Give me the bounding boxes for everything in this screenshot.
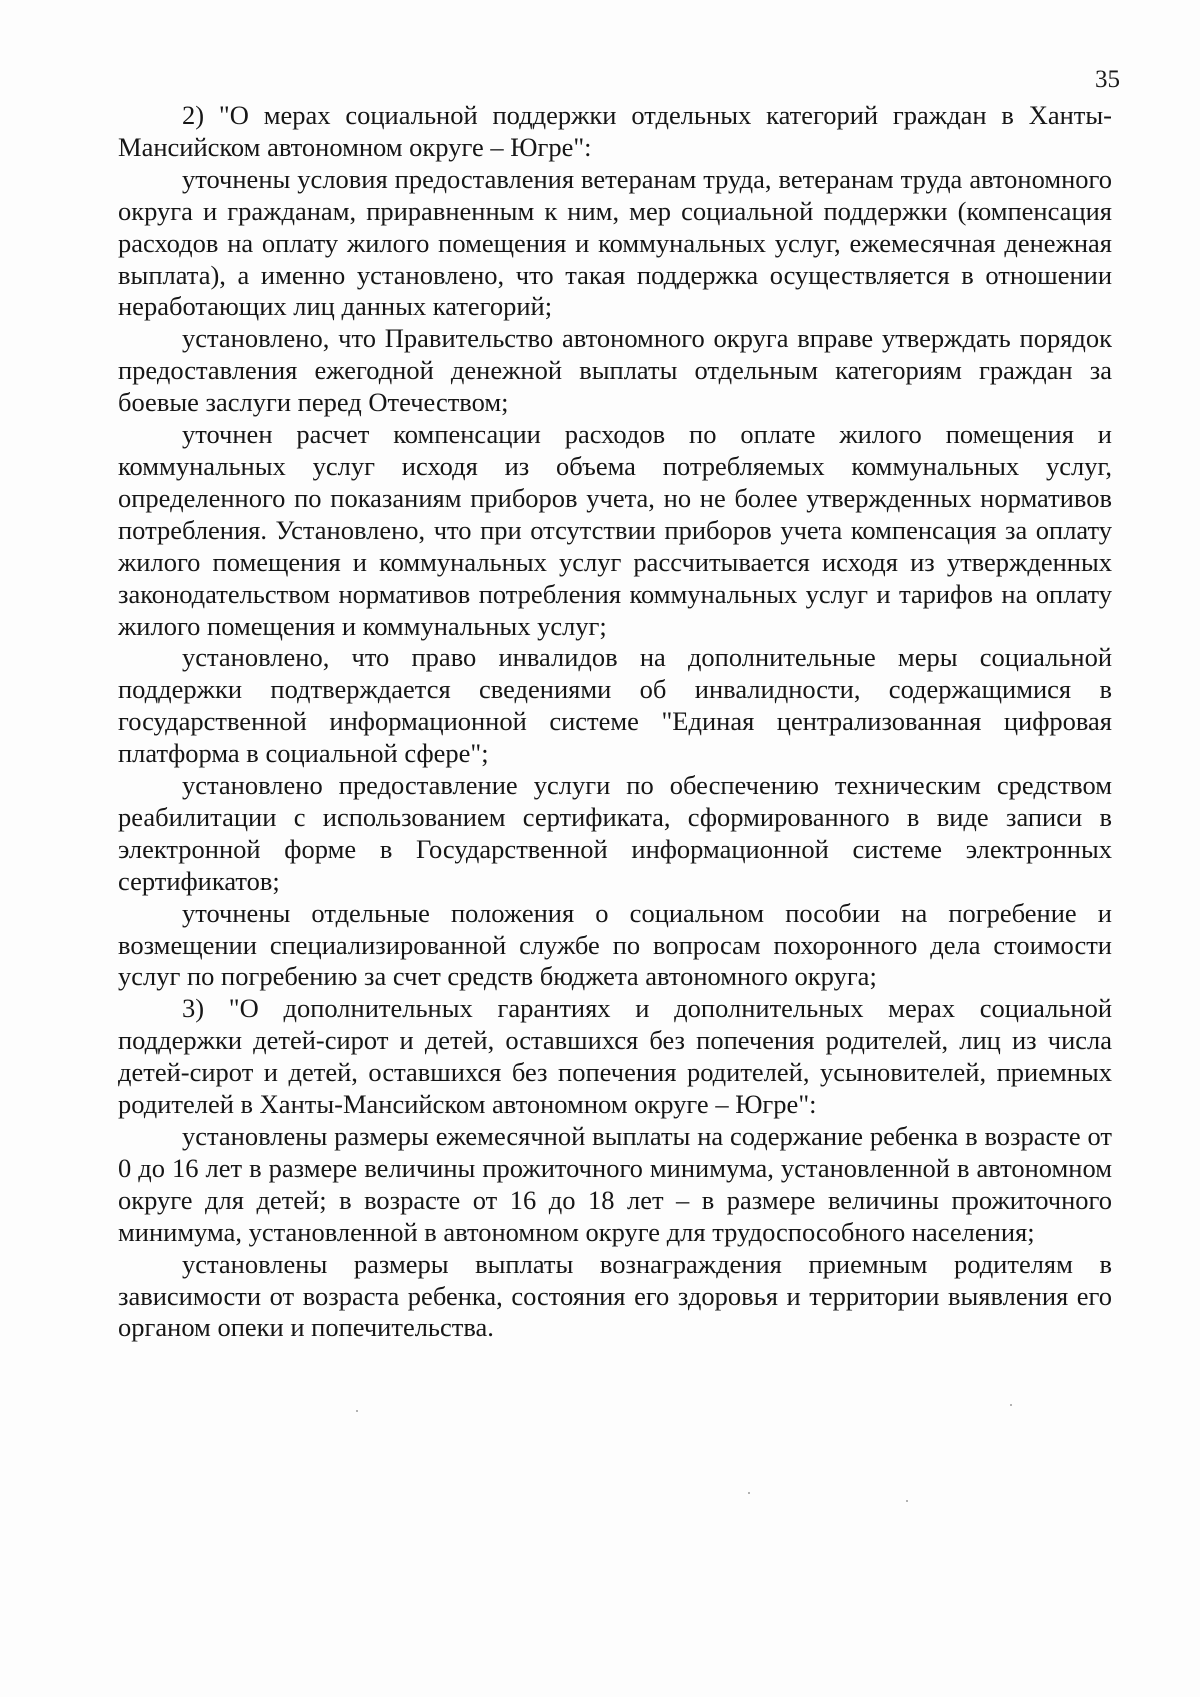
scan-speck: [748, 1492, 750, 1494]
page-number: 35: [1095, 66, 1120, 93]
scan-speck: [356, 1410, 358, 1412]
paragraph-monthly-child-payment: установлены размеры ежемесячной выплаты на содержание ребенка в возрасте от 0 до 16 лет в размере величины прожиточного минимума, установленной в автономном округе для детей; в возрасте от 16 до 18 лет – в размере величины прожиточного минимума, установленной в автономном округе для трудоспособного населения;: [118, 1121, 1112, 1247]
paragraph-law-3-title: 3) "О дополнительных гарантиях и дополнительных мерах социальной поддержки детей-сирот и детей, оставшихся без попечения родителей, лиц из числа детей-сирот и детей, оставшихся без попечения родителей, усыновителей, приемных родителей в Ханты-Мансийском автономном округе – Югре":: [118, 993, 1112, 1120]
paragraph-rehabilitation-certificate: установлено предоставление услуги по обеспечению техническим средством реабилитации с использованием сертификата, сформированного в виде записи в электронной форме в Государственной информационной системе электронных сертификатов;: [118, 770, 1112, 896]
scan-speck: [1010, 1404, 1012, 1406]
paragraph-utility-compensation: уточнен расчет компенсации расходов по оплате жилого помещения и коммунальных услуг исходя из объема потребляемых коммунальных услуг, определенного по показаниям приборов учета, но не более утвержденных нормативов потребления. Установлено, что при отсутствии приборов учета компенсация за оплату жилого помещения и коммунальных услуг рассчитывается исходя из утвержденных законодательством нормативов потребления коммунальных услуг и тарифов на оплату жилого помещения и коммунальных услуг;: [118, 419, 1112, 641]
paragraph-foster-parent-reward: установлены размеры выплаты вознаграждения приемным родителям в зависимости от возраста ребенка, состояния его здоровья и территории выявления его органом опеки и попечительства.: [118, 1248, 1112, 1343]
paragraph-funeral-allowance: уточнены отдельные положения о социальном пособии на погребение и возмещении специализированной службе по вопросам похоронного дела стоимости услуг по погребению за счет средств бюджета автономного округа;: [118, 897, 1112, 992]
scan-speck: [906, 1500, 908, 1502]
document-body: [118, 100, 1112, 1344]
paragraph-law-2-title: 2) "О мерах социальной поддержки отдельных категорий граждан в Ханты-Мансийском автономном округе – Югре":: [118, 100, 1112, 162]
paragraph-labour-veterans: уточнены условия предоставления ветеранам труда, ветеранам труда автономного округа и гражданам, приравненным к ним, мер социальной поддержки (компенсация расходов на оплату жилого помещения и коммунальных услуг, ежемесячная денежная выплата), а именно установлено, что такая поддержка осуществляется в отношении неработающих лиц данных категорий;: [118, 163, 1112, 322]
paragraph-disability-confirmation: установлено, что право инвалидов на дополнительные меры социальной поддержки подтверждается сведениями об инвалидности, содержащимися в государственной информационной системе "Единая централизованная цифровая платформа в социальной сфере";: [118, 642, 1112, 769]
paragraph-combat-merits-payment: установлено, что Правительство автономного округа вправе утверждать порядок предоставления ежегодной денежной выплаты отдельным категориям граждан за боевые заслуги перед Отечеством;: [118, 323, 1112, 418]
